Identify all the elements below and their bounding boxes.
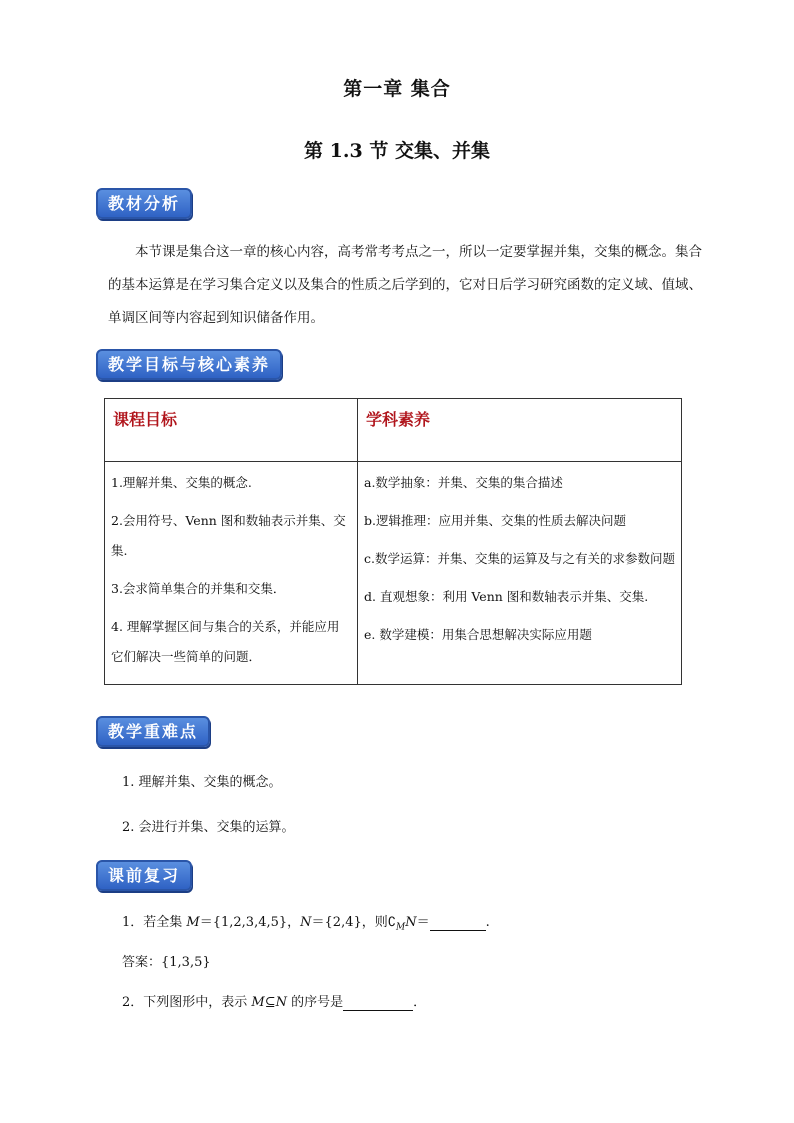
goal-item: 1.理解并集、交集的概念. — [111, 475, 252, 490]
review-question-2 — [122, 991, 426, 1011]
q2-subset-symbol: ⊆ — [264, 995, 276, 1010]
literacy-item: b.逻辑推理：应用并集、交集的性质去解决问题 — [364, 513, 626, 528]
review-answer: 答案：{1,3,5} — [122, 955, 211, 970]
q1-set-n: N — [300, 915, 312, 930]
q2-tail: 的序号是 — [287, 995, 344, 1010]
q1-answer-blank[interactable] — [430, 915, 486, 931]
section-title: 第 1.3 节 交集、并集 — [304, 140, 490, 162]
goal-item: 3.会求简单集合的并集和交集． — [111, 581, 286, 596]
literacy-item: d. 直观想象：利用 Venn 图和数轴表示并集、交集. — [364, 589, 649, 604]
literacy-cell — [358, 462, 682, 685]
q1-set2: ＝{2,4}，则∁ — [311, 915, 397, 930]
badge-goals-literacy: 教学目标与核心素养 — [96, 349, 282, 380]
literacy-item: c.数学运算：并集、交集的运算及与之有关的求参数问题 — [364, 551, 675, 566]
key-point-item: 2. 会进行并集、交集的运算。 — [122, 820, 295, 835]
header-course-goals: 课程目标 — [105, 399, 358, 462]
q2-set-n: N — [275, 995, 287, 1010]
q2-prefix: 2．下列图形中，表示 — [122, 995, 252, 1010]
analysis-paragraph: 本节课是集合这一章的核心内容，高考常考考点之一，所以一定要掌握并集，交集的概念。集合的基本运算是在学习集合定义以及集合的性质之后学到的，它对日后学习研究函数的定义域、值域、单调区间等内容起到知识储备作用。 — [108, 244, 702, 326]
q1-complement-sub: M — [396, 922, 406, 933]
review-question-1 — [122, 911, 490, 933]
badge-material-analysis: 教材分析 — [96, 188, 192, 219]
q1-end: . — [485, 915, 490, 930]
q1-set-n2: N — [405, 915, 417, 930]
literacy-item: a.数学抽象：并集、交集的集合描述 — [364, 475, 563, 490]
goals-literacy-table — [104, 398, 682, 685]
goal-item: 2.会用符号、Venn 图和数轴表示并集、交集. — [111, 513, 346, 558]
q1-tail: ＝ — [416, 915, 430, 930]
q1-prefix: 1．若全集 — [122, 915, 187, 930]
badge-key-difficult: 教学重难点 — [96, 716, 210, 747]
badge-review: 课前复习 — [96, 860, 192, 891]
q2-answer-blank[interactable] — [343, 995, 413, 1011]
q2-end: ． — [413, 995, 427, 1010]
literacy-item: e. 数学建模：用集合思想解决实际应用题 — [364, 627, 592, 642]
course-goals-cell — [105, 462, 358, 685]
key-point-item: 1. 理解并集、交集的概念。 — [122, 775, 282, 790]
chapter-title: 第一章 集合 — [343, 78, 451, 100]
q2-set-m: M — [251, 995, 265, 1010]
goal-item: 4. 理解掌握区间与集合的关系，并能应用它们解决一些简单的问题． — [111, 619, 340, 664]
q1-set1: ＝{1,2,3,4,5}， — [199, 915, 301, 930]
header-subject-literacy: 学科素养 — [358, 399, 682, 462]
q1-set-m: M — [186, 915, 200, 930]
